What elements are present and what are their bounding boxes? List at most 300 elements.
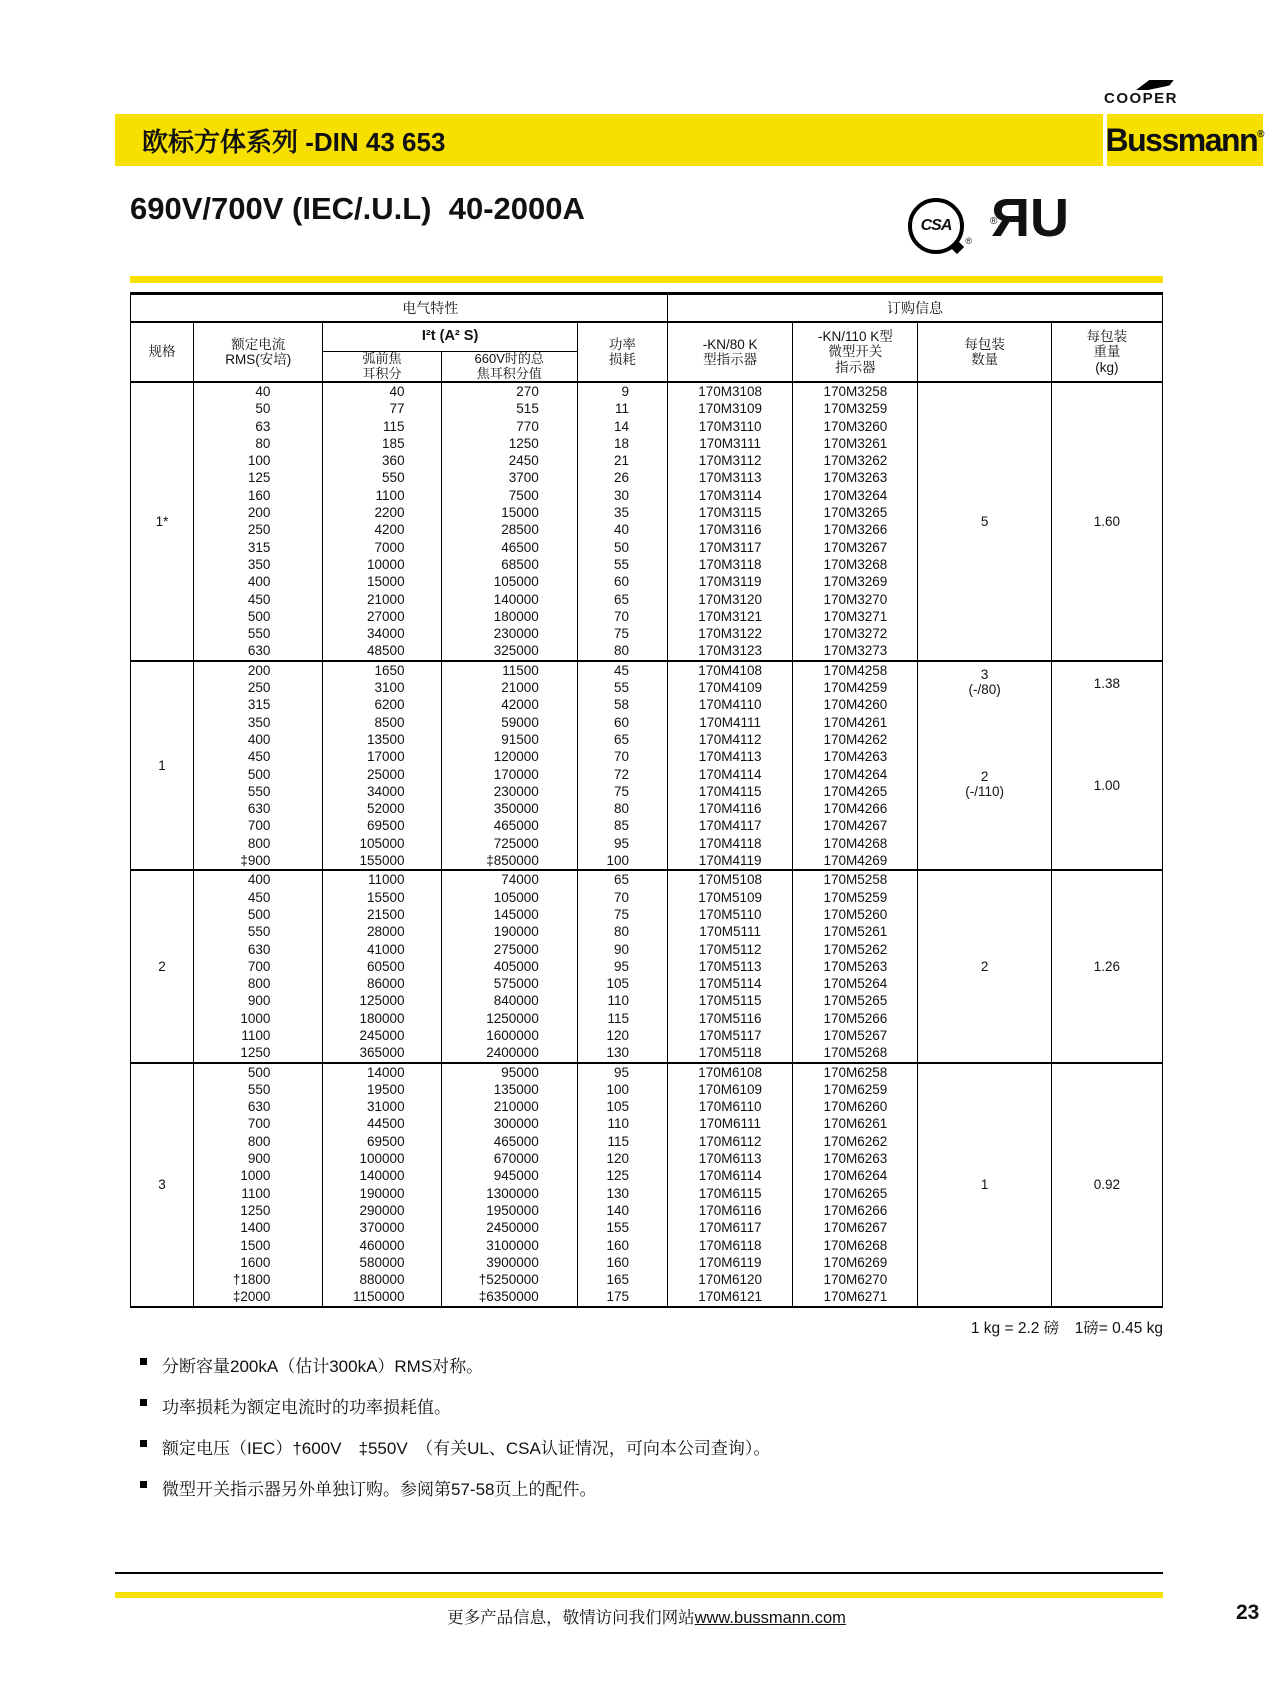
cell-i2t-prearc: 14000 <box>323 1063 441 1081</box>
registered-mark: ® <box>1257 128 1265 140</box>
cell-power-loss: 95 <box>577 1063 667 1081</box>
bullet-square-icon <box>140 1440 147 1447</box>
cooper-flag-icon <box>1136 80 1174 90</box>
cell-power-loss: 65 <box>577 870 667 888</box>
cell-part-kn80: 170M3109 <box>668 400 793 417</box>
cell-power-loss: 70 <box>577 889 667 906</box>
cell-part-kn80: 170M5109 <box>668 889 793 906</box>
cell-pack-qty <box>918 870 1051 1062</box>
cell-i2t-total: 465000 <box>441 1133 577 1150</box>
cell-part-kn110: 170M3259 <box>793 400 918 417</box>
cell-i2t-total: 575000 <box>441 975 577 992</box>
cell-power-loss: 75 <box>577 625 667 642</box>
cell-part-kn80: 170M5117 <box>668 1027 793 1044</box>
cell-i2t-total: ‡850000 <box>441 852 577 870</box>
cell-part-kn110: 170M4260 <box>793 696 918 713</box>
cell-current: 400 <box>194 731 323 748</box>
cell-part-kn110: 170M6264 <box>793 1167 918 1184</box>
col-header-total-i2t: 660V时的总 焦耳积分值 <box>441 352 577 383</box>
cell-part-kn80: 170M4118 <box>668 835 793 852</box>
cell-i2t-prearc: 290000 <box>323 1202 441 1219</box>
cell-power-loss: 125 <box>577 1167 667 1184</box>
cell-part-kn80: 170M4119 <box>668 852 793 870</box>
cell-power-loss: 130 <box>577 1044 667 1062</box>
cell-part-kn110: 170M3262 <box>793 452 918 469</box>
page-title: 690V/700V (IEC/.U.L) 40-2000A <box>130 191 585 226</box>
csa-certification-icon <box>908 198 972 254</box>
cell-current: 160 <box>194 487 323 504</box>
cell-current: 50 <box>194 400 323 417</box>
bussmann-logo <box>1107 114 1263 166</box>
cell-part-kn110: 170M4258 <box>793 661 918 679</box>
cell-current: 63 <box>194 418 323 435</box>
cell-current: 315 <box>194 696 323 713</box>
cell-part-kn80: 170M5112 <box>668 941 793 958</box>
cell-part-kn80: 170M6114 <box>668 1167 793 1184</box>
cooper-logo <box>1104 80 1178 106</box>
cell-current: 450 <box>194 748 323 765</box>
cell-part-kn80: 170M4115 <box>668 783 793 800</box>
cell-i2t-prearc: 6200 <box>323 696 441 713</box>
cell-part-kn110: 170M4265 <box>793 783 918 800</box>
pack-block: 5 <box>980 513 989 529</box>
cell-current: 630 <box>194 642 323 660</box>
cell-power-loss: 80 <box>577 642 667 660</box>
cell-i2t-total: 145000 <box>441 906 577 923</box>
cell-i2t-total: 180000 <box>441 608 577 625</box>
cell-i2t-total: 515 <box>441 400 577 417</box>
cell-i2t-total: 105000 <box>441 889 577 906</box>
cell-current: 500 <box>194 906 323 923</box>
cell-i2t-prearc: 3100 <box>323 679 441 696</box>
cell-current: 100 <box>194 452 323 469</box>
csa-label: CSA <box>920 217 952 234</box>
cell-part-kn80: 170M4113 <box>668 748 793 765</box>
cell-pack-weight <box>1051 870 1162 1062</box>
cell-part-kn80: 170M4117 <box>668 817 793 834</box>
cell-part-kn110: 170M6261 <box>793 1115 918 1132</box>
cell-part-kn80: 170M5114 <box>668 975 793 992</box>
series-banner <box>115 114 1103 166</box>
cell-current: 40 <box>194 382 323 400</box>
group-header-blank <box>131 294 194 323</box>
cell-i2t-prearc: 13500 <box>323 731 441 748</box>
cell-part-kn80: 170M3115 <box>668 504 793 521</box>
pack-block: 0.92 <box>1093 1177 1120 1192</box>
cell-part-kn110: 170M6265 <box>793 1185 918 1202</box>
cell-i2t-prearc: 460000 <box>323 1237 441 1254</box>
footnote-text: 分断容量200kA（估计300kA）RMS对称。 <box>162 1356 484 1376</box>
cell-i2t-prearc: 28000 <box>323 923 441 940</box>
cell-part-kn80: 170M5115 <box>668 992 793 1009</box>
bullet-square-icon <box>140 1481 147 1488</box>
cell-part-kn80: 170M5111 <box>668 923 793 940</box>
cell-power-loss: 40 <box>577 521 667 538</box>
cell-i2t-prearc: 41000 <box>323 941 441 958</box>
cell-size: 3 <box>131 1063 194 1307</box>
footer-message: 更多产品信息，敬情访问我们网站 <box>447 1609 695 1627</box>
cell-power-loss: 140 <box>577 1202 667 1219</box>
cell-part-kn110: 170M3260 <box>793 418 918 435</box>
csa-dot <box>950 240 964 254</box>
cell-power-loss: 120 <box>577 1027 667 1044</box>
cell-i2t-prearc: 2200 <box>323 504 441 521</box>
cell-part-kn80: 170M3113 <box>668 469 793 486</box>
cell-i2t-total: 230000 <box>441 783 577 800</box>
pack-block: 2 <box>980 958 989 974</box>
cell-i2t-prearc: 1150000 <box>323 1288 441 1306</box>
cell-i2t-prearc: 15000 <box>323 573 441 590</box>
pack-block: 3 (-/80) <box>968 666 1001 698</box>
cell-i2t-prearc: 550 <box>323 469 441 486</box>
cell-power-loss: 155 <box>577 1219 667 1236</box>
cell-i2t-total: 42000 <box>441 696 577 713</box>
cell-part-kn110: 170M3263 <box>793 469 918 486</box>
cell-part-kn110: 170M5260 <box>793 906 918 923</box>
cell-i2t-prearc: 100000 <box>323 1150 441 1167</box>
cell-part-kn80: 170M6111 <box>668 1115 793 1132</box>
cell-part-kn110: 170M3269 <box>793 573 918 590</box>
cell-current: 700 <box>194 1115 323 1132</box>
cell-current: 800 <box>194 835 323 852</box>
cell-power-loss: 120 <box>577 1150 667 1167</box>
cell-pack-qty <box>918 661 1051 871</box>
cell-i2t-total: 2450 <box>441 452 577 469</box>
cell-part-kn80: 170M4110 <box>668 696 793 713</box>
cell-power-loss: 80 <box>577 923 667 940</box>
cell-power-loss: 105 <box>577 975 667 992</box>
cell-i2t-prearc: 44500 <box>323 1115 441 1132</box>
cell-part-kn110: 170M4267 <box>793 817 918 834</box>
cell-current: 1100 <box>194 1185 323 1202</box>
cell-part-kn110: 170M4261 <box>793 714 918 731</box>
cell-size: 1* <box>131 382 194 661</box>
cell-part-kn110: 170M3273 <box>793 642 918 660</box>
bussmann-logo-text: Bussmann® <box>1105 121 1265 158</box>
cell-i2t-prearc: 190000 <box>323 1185 441 1202</box>
cell-current: 550 <box>194 625 323 642</box>
cell-i2t-total: 140000 <box>441 591 577 608</box>
table-row <box>131 1063 1163 1081</box>
cell-part-kn110: 170M5259 <box>793 889 918 906</box>
cell-power-loss: 85 <box>577 817 667 834</box>
cell-part-kn110: 170M4262 <box>793 731 918 748</box>
cell-current: 550 <box>194 1081 323 1098</box>
cell-i2t-total: 46500 <box>441 539 577 556</box>
cell-power-loss: 160 <box>577 1254 667 1271</box>
cell-part-kn80: 170M6115 <box>668 1185 793 1202</box>
pack-block: 1.26 <box>1093 958 1120 974</box>
cell-i2t-total: 275000 <box>441 941 577 958</box>
cell-part-kn80: 170M5118 <box>668 1044 793 1062</box>
cell-i2t-prearc: 25000 <box>323 766 441 783</box>
cell-i2t-total: ‡6350000 <box>441 1288 577 1306</box>
cell-i2t-prearc: 27000 <box>323 608 441 625</box>
cell-pack-weight <box>1051 661 1162 871</box>
cell-part-kn110: 170M5264 <box>793 975 918 992</box>
cell-i2t-prearc: 34000 <box>323 625 441 642</box>
cell-i2t-total: 1300000 <box>441 1185 577 1202</box>
footnote-item <box>140 1434 1163 1459</box>
cell-i2t-total: 21000 <box>441 679 577 696</box>
footnote-text: 额定电压（IEC）†600V ‡550V （有关UL、CSA认证情况，可向本公司查询）。 <box>162 1438 771 1458</box>
cell-i2t-total: 300000 <box>441 1115 577 1132</box>
cell-current: ‡900 <box>194 852 323 870</box>
cell-current: 800 <box>194 975 323 992</box>
table-row <box>131 382 1163 400</box>
footnote-text: 微型开关指示器另外单独订购。参阅第57-58页上的配件。 <box>162 1479 597 1499</box>
cell-part-kn110: 170M6262 <box>793 1133 918 1150</box>
cell-power-loss: 175 <box>577 1288 667 1306</box>
cell-i2t-total: 28500 <box>441 521 577 538</box>
cell-i2t-prearc: 8500 <box>323 714 441 731</box>
cell-power-loss: 75 <box>577 783 667 800</box>
cell-i2t-total: 190000 <box>441 923 577 940</box>
cell-part-kn110: 170M6267 <box>793 1219 918 1236</box>
col-header-rated-current: 额定电流 RMS(安培) <box>194 322 323 382</box>
cell-part-kn80: 170M3110 <box>668 418 793 435</box>
cell-current: 900 <box>194 1150 323 1167</box>
col-header-i2t: I²t (A² S) <box>323 322 577 352</box>
col-header-pack-weight: 每包装 重量 (kg) <box>1051 322 1162 382</box>
cell-power-loss: 11 <box>577 400 667 417</box>
cell-part-kn80: 170M6113 <box>668 1150 793 1167</box>
ul-certification-icon <box>990 188 1064 248</box>
cell-current: 500 <box>194 608 323 625</box>
cell-current: †1800 <box>194 1271 323 1288</box>
footnote-text: 功率损耗为额定电流时的功率损耗值。 <box>162 1397 451 1417</box>
cell-i2t-prearc: 60500 <box>323 958 441 975</box>
cell-current: 1000 <box>194 1010 323 1027</box>
cell-i2t-prearc: 185 <box>323 435 441 452</box>
cell-i2t-prearc: 10000 <box>323 556 441 573</box>
cell-i2t-prearc: 155000 <box>323 852 441 870</box>
cell-power-loss: 95 <box>577 958 667 975</box>
cell-part-kn80: 170M3116 <box>668 521 793 538</box>
cell-i2t-prearc: 245000 <box>323 1027 441 1044</box>
cell-part-kn110: 170M5266 <box>793 1010 918 1027</box>
cell-part-kn80: 170M5108 <box>668 870 793 888</box>
cell-current: 350 <box>194 556 323 573</box>
title-divider-rule <box>130 276 1163 283</box>
pack-block: 1.00 <box>1093 777 1120 793</box>
table-row <box>131 661 1163 679</box>
cell-part-kn80: 170M3114 <box>668 487 793 504</box>
cell-current: 500 <box>194 1063 323 1081</box>
cell-part-kn110: 170M3272 <box>793 625 918 642</box>
cell-power-loss: 80 <box>577 800 667 817</box>
cell-power-loss: 70 <box>577 748 667 765</box>
cell-i2t-total: 725000 <box>441 835 577 852</box>
cell-i2t-total: 3900000 <box>441 1254 577 1271</box>
cell-power-loss: 60 <box>577 573 667 590</box>
cell-part-kn110: 170M3261 <box>793 435 918 452</box>
cell-part-kn110: 170M6271 <box>793 1288 918 1306</box>
cell-part-kn80: 170M4114 <box>668 766 793 783</box>
cell-part-kn80: 170M3123 <box>668 642 793 660</box>
cell-i2t-prearc: 4200 <box>323 521 441 538</box>
cell-i2t-total: 405000 <box>441 958 577 975</box>
cell-part-kn80: 170M5116 <box>668 1010 793 1027</box>
footer-text <box>130 1604 1163 1628</box>
group-header-ordering: 订购信息 <box>668 294 1163 323</box>
cell-i2t-prearc: 86000 <box>323 975 441 992</box>
cell-part-kn110: 170M5261 <box>793 923 918 940</box>
cell-i2t-total: 210000 <box>441 1098 577 1115</box>
cell-i2t-prearc: 77 <box>323 400 441 417</box>
cell-current: 80 <box>194 435 323 452</box>
cell-i2t-total: †5250000 <box>441 1271 577 1288</box>
cell-i2t-total: 7500 <box>441 487 577 504</box>
cell-power-loss: 90 <box>577 941 667 958</box>
cell-power-loss: 100 <box>577 852 667 870</box>
cell-i2t-prearc: 180000 <box>323 1010 441 1027</box>
cell-part-kn110: 170M6268 <box>793 1237 918 1254</box>
cell-i2t-total: 770 <box>441 418 577 435</box>
page-number: 23 <box>1236 1601 1260 1624</box>
cell-i2t-prearc: 1650 <box>323 661 441 679</box>
cell-power-loss: 14 <box>577 418 667 435</box>
cell-part-kn110: 170M6259 <box>793 1081 918 1098</box>
cell-i2t-total: 95000 <box>441 1063 577 1081</box>
cell-i2t-prearc: 40 <box>323 382 441 400</box>
cell-current: 315 <box>194 539 323 556</box>
cell-i2t-prearc: 370000 <box>323 1219 441 1236</box>
cell-i2t-prearc: 880000 <box>323 1271 441 1288</box>
table-header-row <box>131 322 1163 352</box>
cell-pack-qty <box>918 382 1051 661</box>
cell-part-kn80: 170M6119 <box>668 1254 793 1271</box>
cell-part-kn110: 170M6263 <box>793 1150 918 1167</box>
cell-part-kn110: 170M3266 <box>793 521 918 538</box>
col-header-power-loss: 功率 损耗 <box>577 322 667 382</box>
cell-current: 350 <box>194 714 323 731</box>
cell-i2t-prearc: 21500 <box>323 906 441 923</box>
pack-block: 1 <box>980 1177 989 1192</box>
cell-power-loss: 58 <box>577 696 667 713</box>
cell-i2t-total: 11500 <box>441 661 577 679</box>
cell-part-kn80: 170M4109 <box>668 679 793 696</box>
cell-part-kn80: 170M6118 <box>668 1237 793 1254</box>
cell-i2t-total: 465000 <box>441 817 577 834</box>
group-header-electrical: 电气特性 <box>194 294 668 323</box>
series-banner-title: 欧标方体系列 -DIN 43 653 <box>142 126 446 157</box>
cell-i2t-total: 120000 <box>441 748 577 765</box>
cell-current: 250 <box>194 679 323 696</box>
cell-current: 400 <box>194 573 323 590</box>
cell-power-loss: 21 <box>577 452 667 469</box>
col-header-size: 规格 <box>131 322 194 382</box>
col-header-prearc-i2t: 弧前焦 耳积分 <box>323 352 441 383</box>
cell-i2t-total: 3700 <box>441 469 577 486</box>
cell-part-kn110: 170M3265 <box>793 504 918 521</box>
cell-power-loss: 60 <box>577 714 667 731</box>
cell-i2t-total: 59000 <box>441 714 577 731</box>
footer-website-link[interactable]: www.bussmann.com <box>694 1609 846 1627</box>
cell-current: 1600 <box>194 1254 323 1271</box>
cell-pack-qty <box>918 1063 1051 1307</box>
content-area <box>130 292 1163 1516</box>
cell-power-loss: 110 <box>577 992 667 1009</box>
cell-part-kn80: 170M5113 <box>668 958 793 975</box>
footnote-item <box>140 1352 1163 1377</box>
cell-i2t-prearc: 7000 <box>323 539 441 556</box>
cell-i2t-prearc: 105000 <box>323 835 441 852</box>
table-row <box>131 870 1163 888</box>
cell-current: 700 <box>194 817 323 834</box>
cell-current: 550 <box>194 783 323 800</box>
cell-size: 2 <box>131 870 194 1062</box>
ul-u: U <box>1030 188 1064 248</box>
cell-i2t-prearc: 11000 <box>323 870 441 888</box>
cell-part-kn80: 170M4112 <box>668 731 793 748</box>
table-group-header-row <box>131 294 1163 323</box>
cell-part-kn80: 170M3121 <box>668 608 793 625</box>
cell-current: 630 <box>194 800 323 817</box>
cell-part-kn80: 170M3108 <box>668 382 793 400</box>
cell-part-kn80: 170M6116 <box>668 1202 793 1219</box>
cell-current: 1400 <box>194 1219 323 1236</box>
cell-i2t-total: 1250000 <box>441 1010 577 1027</box>
cell-current: 450 <box>194 591 323 608</box>
cell-current: 700 <box>194 958 323 975</box>
cell-part-kn110: 170M6269 <box>793 1254 918 1271</box>
cell-current: 200 <box>194 504 323 521</box>
cell-current: 550 <box>194 923 323 940</box>
cell-i2t-total: 230000 <box>441 625 577 642</box>
cell-part-kn80: 170M5110 <box>668 906 793 923</box>
cell-i2t-total: 91500 <box>441 731 577 748</box>
pack-block: 1.38 <box>1093 675 1120 691</box>
ratings-table <box>130 292 1163 1308</box>
cell-i2t-total: 68500 <box>441 556 577 573</box>
cell-power-loss: 130 <box>577 1185 667 1202</box>
footnote-item <box>140 1393 1163 1418</box>
bullet-square-icon <box>140 1358 147 1365</box>
cell-power-loss: 35 <box>577 504 667 521</box>
cell-part-kn80: 170M6110 <box>668 1098 793 1115</box>
footnotes <box>140 1352 1163 1500</box>
cell-part-kn110: 170M4268 <box>793 835 918 852</box>
cell-i2t-total: 325000 <box>441 642 577 660</box>
cell-i2t-total: 105000 <box>441 573 577 590</box>
cell-i2t-total: 170000 <box>441 766 577 783</box>
cell-i2t-total: 3100000 <box>441 1237 577 1254</box>
cell-i2t-prearc: 69500 <box>323 817 441 834</box>
cell-i2t-prearc: 580000 <box>323 1254 441 1271</box>
cell-power-loss: 75 <box>577 906 667 923</box>
cell-power-loss: 26 <box>577 469 667 486</box>
cell-i2t-prearc: 360 <box>323 452 441 469</box>
cell-current: 900 <box>194 992 323 1009</box>
cell-part-kn80: 170M6120 <box>668 1271 793 1288</box>
cell-power-loss: 100 <box>577 1081 667 1098</box>
cell-i2t-total: 2450000 <box>441 1219 577 1236</box>
cell-power-loss: 55 <box>577 679 667 696</box>
cell-power-loss: 70 <box>577 608 667 625</box>
cell-current: 450 <box>194 889 323 906</box>
cell-part-kn80: 170M4111 <box>668 714 793 731</box>
cell-part-kn80: 170M6109 <box>668 1081 793 1098</box>
cooper-logo-text: COOPER <box>1104 90 1179 107</box>
cell-part-kn110: 170M5265 <box>793 992 918 1009</box>
cell-i2t-prearc: 48500 <box>323 642 441 660</box>
footer-yellow-bar <box>115 1592 1163 1598</box>
cell-current: 630 <box>194 1098 323 1115</box>
cell-part-kn80: 170M3119 <box>668 573 793 590</box>
cell-current: 1000 <box>194 1167 323 1184</box>
cell-i2t-total: 15000 <box>441 504 577 521</box>
